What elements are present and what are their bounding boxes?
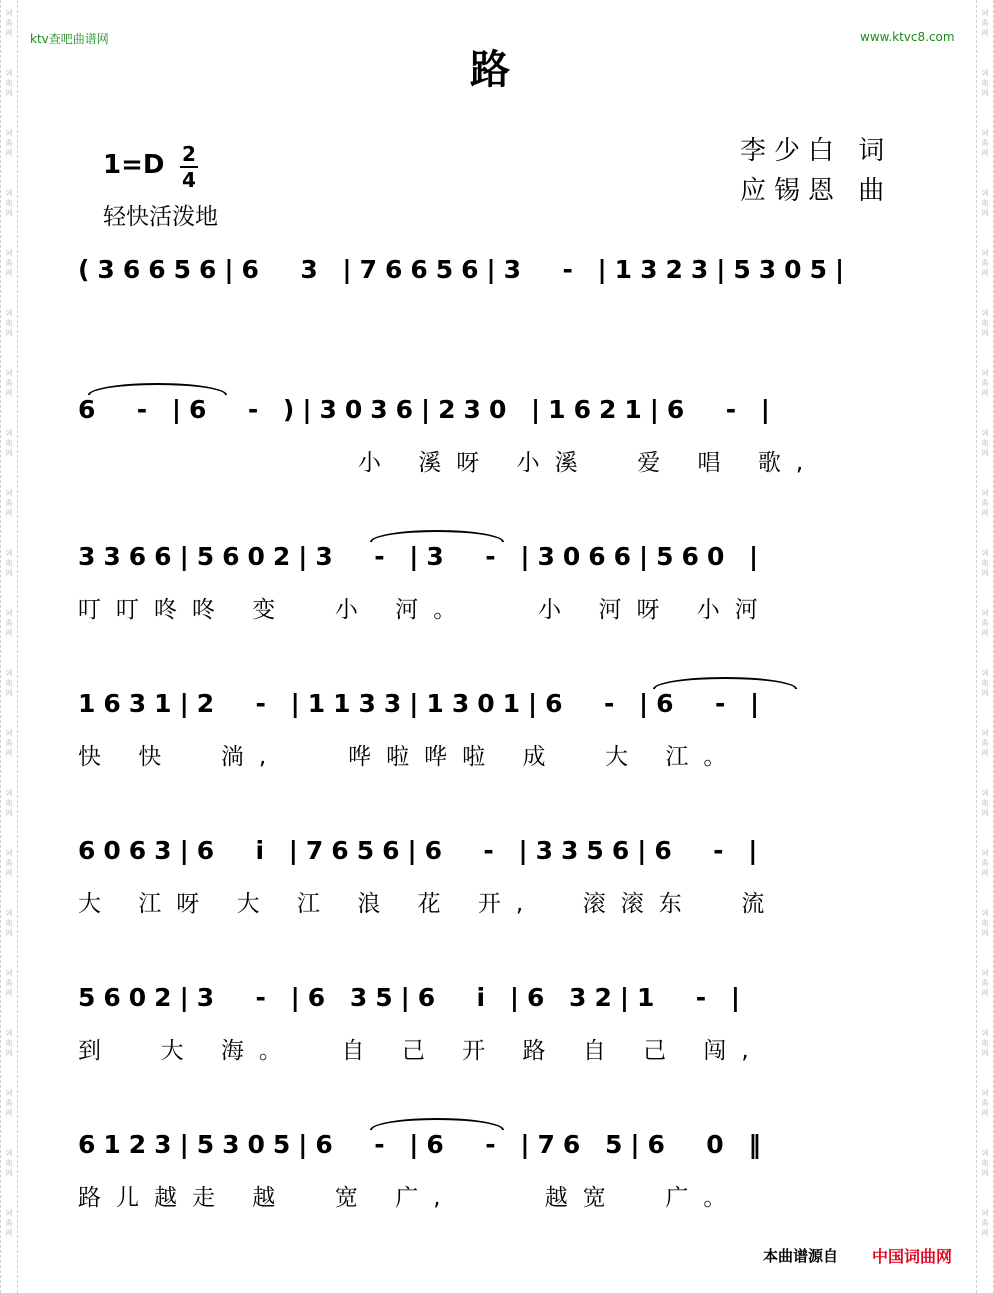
side-watermark-glyph: 词: [5, 1029, 13, 1037]
tie-arc: [88, 383, 227, 395]
system-3-lyrics: 叮叮咚咚 变 小 河。 小 河呀 小河: [78, 597, 773, 623]
side-watermark-block: [1, 248, 17, 278]
side-watermark-block: [1, 68, 17, 98]
time-signature-top: 2: [182, 142, 196, 166]
lyricist-credit: 李少白 词: [740, 136, 893, 166]
side-watermark-block: [1, 848, 17, 878]
side-watermark-glyph: 网: [981, 749, 989, 757]
side-watermark-glyph: 网: [981, 1109, 989, 1117]
side-watermark-block: [1, 548, 17, 578]
side-watermark-glyph: 网: [5, 929, 13, 937]
left-watermark-strip: [0, 0, 18, 1293]
side-watermark-glyph: 网: [981, 509, 989, 517]
side-watermark-glyph: 网: [5, 989, 13, 997]
side-watermark-glyph: 曲: [981, 19, 989, 27]
system-6: [78, 983, 928, 1065]
side-watermark-glyph: 曲: [981, 319, 989, 327]
side-watermark-glyph: 词: [981, 729, 989, 737]
side-watermark-block: [977, 968, 993, 998]
side-watermark-glyph: 词: [981, 189, 989, 197]
side-watermark-glyph: 曲: [5, 739, 13, 747]
side-watermark-glyph: 曲: [981, 499, 989, 507]
footer-source-site: 中国词曲网: [872, 1247, 953, 1266]
side-watermark-block: [1, 1208, 17, 1238]
side-watermark-glyph: 词: [981, 669, 989, 677]
side-watermark-glyph: 词: [981, 549, 989, 557]
side-watermark-glyph: 曲: [5, 559, 13, 567]
system-6-notes: 5602|3 - |6 35|6 i |6 32|1 - |: [78, 983, 748, 1012]
side-watermark-glyph: 词: [981, 249, 989, 257]
side-watermark-glyph: 网: [5, 269, 13, 277]
side-watermark-glyph: 网: [5, 89, 13, 97]
side-watermark-glyph: 曲: [5, 19, 13, 27]
side-watermark-glyph: 网: [5, 29, 13, 37]
system-4-lyrics: 快 快 淌, 哗啦哗啦 成 大 江。: [78, 744, 742, 770]
side-watermark-glyph: 词: [981, 309, 989, 317]
side-watermark-glyph: 网: [981, 989, 989, 997]
side-watermark-glyph: 词: [981, 1149, 989, 1157]
side-watermark-block: [977, 368, 993, 398]
side-watermark-glyph: 词: [5, 489, 13, 497]
side-watermark-glyph: 词: [5, 1149, 13, 1157]
side-watermark-glyph: 词: [981, 69, 989, 77]
side-watermark-block: [977, 428, 993, 458]
left-watermark: ktv查吧曲谱网: [30, 32, 109, 46]
system-5: [78, 836, 928, 918]
side-watermark-glyph: 曲: [5, 439, 13, 447]
side-watermark-block: [977, 848, 993, 878]
side-watermark-glyph: 词: [981, 969, 989, 977]
system-4-notes: 1631|2 - |1133|1301|6 - |6 - |: [78, 689, 768, 718]
side-watermark-block: [977, 1088, 993, 1118]
side-watermark-glyph: 词: [5, 1209, 13, 1217]
side-watermark-glyph: 网: [981, 449, 989, 457]
side-watermark-glyph: 曲: [5, 79, 13, 87]
side-watermark-block: [977, 68, 993, 98]
right-watermark: www.ktvc8.com: [860, 30, 955, 44]
side-watermark-glyph: 网: [5, 629, 13, 637]
system-2-lyrics: 小 溪呀 小溪 爱 唱 歌,: [358, 450, 819, 476]
side-watermark-block: [977, 308, 993, 338]
side-watermark-glyph: 网: [981, 329, 989, 337]
side-watermark-glyph: 曲: [981, 139, 989, 147]
side-watermark-glyph: 网: [5, 389, 13, 397]
tempo-marking: 轻快活泼地: [103, 204, 218, 230]
side-watermark-block: [977, 1028, 993, 1058]
side-watermark-glyph: 曲: [5, 1159, 13, 1167]
side-watermark-glyph: 曲: [5, 1219, 13, 1227]
side-watermark-glyph: 网: [981, 569, 989, 577]
side-watermark-glyph: 网: [981, 1229, 989, 1237]
system-1: [78, 255, 928, 284]
side-watermark-glyph: 曲: [981, 259, 989, 267]
side-watermark-glyph: 曲: [5, 679, 13, 687]
side-watermark-glyph: 曲: [5, 1039, 13, 1047]
time-signature: [180, 143, 198, 191]
side-watermark-block: [977, 1148, 993, 1178]
side-watermark-glyph: 曲: [5, 499, 13, 507]
side-watermark-glyph: 网: [5, 1169, 13, 1177]
side-watermark-glyph: 曲: [981, 559, 989, 567]
side-watermark-glyph: 曲: [981, 379, 989, 387]
side-watermark-glyph: 曲: [981, 199, 989, 207]
side-watermark-glyph: 网: [5, 149, 13, 157]
system-6-lyrics: 到 大 海。 自 己 开 路 自 己 闯,: [78, 1038, 764, 1064]
side-watermark-glyph: 曲: [5, 319, 13, 327]
side-watermark-block: [1, 128, 17, 158]
side-watermark-glyph: 曲: [981, 979, 989, 987]
side-watermark-glyph: 曲: [5, 979, 13, 987]
side-watermark-glyph: 曲: [981, 1219, 989, 1227]
side-watermark-glyph: 词: [5, 669, 13, 677]
side-watermark-block: [1, 908, 17, 938]
system-4: [78, 689, 928, 771]
side-watermark-glyph: 网: [981, 269, 989, 277]
system-5-lyrics: 大 江呀 大 江 浪 花 开, 滚滚东 流: [78, 891, 780, 917]
side-watermark-glyph: 词: [981, 129, 989, 137]
side-watermark-block: [977, 668, 993, 698]
side-watermark-block: [977, 788, 993, 818]
side-watermark-block: [1, 368, 17, 398]
side-watermark-glyph: 词: [981, 489, 989, 497]
side-watermark-glyph: 曲: [981, 679, 989, 687]
side-watermark-glyph: 曲: [981, 1099, 989, 1107]
side-watermark-glyph: 曲: [5, 139, 13, 147]
key-signature: 1=D: [103, 150, 165, 180]
side-watermark-glyph: 网: [981, 1049, 989, 1057]
side-watermark-block: [1, 188, 17, 218]
side-watermark-glyph: 曲: [981, 439, 989, 447]
side-watermark-glyph: 词: [5, 9, 13, 17]
system-2: [78, 395, 928, 477]
side-watermark-glyph: 网: [5, 809, 13, 817]
side-watermark-block: [977, 8, 993, 38]
song-title: 路: [470, 47, 510, 93]
side-watermark-glyph: 网: [981, 29, 989, 37]
side-watermark-glyph: 词: [5, 969, 13, 977]
system-7-lyrics: 路儿越走 越 宽 广, 越宽 广。: [78, 1185, 742, 1211]
side-watermark-block: [977, 548, 993, 578]
system-2-notes: 6 - |6 - )|3036|230 |1621|6 - |: [78, 395, 778, 424]
side-watermark-glyph: 词: [981, 9, 989, 17]
side-watermark-block: [977, 608, 993, 638]
side-watermark-block: [1, 668, 17, 698]
side-watermark-glyph: 曲: [5, 259, 13, 267]
side-watermark-glyph: 词: [5, 1089, 13, 1097]
system-1-notes: (36656|6 3 |76656|3 - |1323|5305|: [78, 255, 853, 284]
side-watermark-block: [977, 128, 993, 158]
side-watermark-glyph: 曲: [5, 1099, 13, 1107]
side-watermark-glyph: 网: [981, 689, 989, 697]
side-watermark-glyph: 词: [5, 249, 13, 257]
tie-arc: [370, 1118, 504, 1130]
side-watermark-glyph: 曲: [981, 619, 989, 627]
side-watermark-glyph: 网: [981, 809, 989, 817]
side-watermark-glyph: 词: [5, 909, 13, 917]
side-watermark-glyph: 网: [5, 1109, 13, 1117]
side-watermark-glyph: 曲: [5, 199, 13, 207]
side-watermark-block: [977, 1208, 993, 1238]
side-watermark-block: [977, 728, 993, 758]
side-watermark-glyph: 曲: [981, 799, 989, 807]
side-watermark-glyph: 网: [981, 629, 989, 637]
system-5-notes: 6063|6 i |7656|6 - |3356|6 - |: [78, 836, 766, 865]
side-watermark-glyph: 词: [5, 549, 13, 557]
side-watermark-glyph: 网: [981, 89, 989, 97]
footer-source-label: 本曲谱源自: [763, 1247, 839, 1265]
side-watermark-block: [977, 188, 993, 218]
side-watermark-glyph: 词: [981, 1029, 989, 1037]
side-watermark-block: [1, 428, 17, 458]
side-watermark-glyph: 网: [981, 869, 989, 877]
side-watermark-glyph: 词: [981, 849, 989, 857]
side-watermark-glyph: 词: [981, 789, 989, 797]
side-watermark-glyph: 词: [5, 849, 13, 857]
side-watermark-glyph: 网: [5, 869, 13, 877]
side-watermark-glyph: 词: [5, 369, 13, 377]
side-watermark-glyph: 词: [5, 309, 13, 317]
side-watermark-block: [1, 308, 17, 338]
side-watermark-glyph: 词: [981, 429, 989, 437]
side-watermark-glyph: 词: [5, 789, 13, 797]
system-3: [78, 542, 928, 624]
side-watermark-glyph: 网: [5, 749, 13, 757]
tie-arc: [653, 677, 797, 689]
side-watermark-glyph: 网: [5, 509, 13, 517]
side-watermark-block: [1, 488, 17, 518]
tie-arc: [370, 530, 504, 542]
side-watermark-glyph: 网: [981, 149, 989, 157]
side-watermark-block: [1, 8, 17, 38]
side-watermark-glyph: 曲: [981, 859, 989, 867]
side-watermark-glyph: 词: [981, 909, 989, 917]
side-watermark-glyph: 词: [981, 609, 989, 617]
side-watermark-block: [977, 908, 993, 938]
side-watermark-block: [977, 488, 993, 518]
side-watermark-glyph: 网: [5, 689, 13, 697]
side-watermark-glyph: 曲: [5, 799, 13, 807]
side-watermark-glyph: 词: [5, 189, 13, 197]
side-watermark-block: [1, 1088, 17, 1118]
side-watermark-glyph: 网: [5, 209, 13, 217]
side-watermark-block: [1, 608, 17, 638]
side-watermark-glyph: 网: [981, 209, 989, 217]
side-watermark-glyph: 曲: [981, 739, 989, 747]
system-7: [78, 1130, 928, 1212]
side-watermark-glyph: 曲: [981, 79, 989, 87]
side-watermark-glyph: 网: [981, 389, 989, 397]
side-watermark-glyph: 曲: [5, 919, 13, 927]
side-watermark-block: [1, 968, 17, 998]
side-watermark-glyph: 网: [5, 1049, 13, 1057]
side-watermark-glyph: 曲: [981, 1159, 989, 1167]
side-watermark-glyph: 网: [981, 1169, 989, 1177]
side-watermark-glyph: 词: [981, 369, 989, 377]
side-watermark-glyph: 曲: [981, 919, 989, 927]
system-3-notes: 3366|5602|3 - |3 - |3066|560 |: [78, 542, 767, 571]
side-watermark-glyph: 曲: [5, 859, 13, 867]
side-watermark-glyph: 词: [5, 429, 13, 437]
side-watermark-glyph: 词: [5, 69, 13, 77]
right-watermark-strip: [976, 0, 994, 1293]
side-watermark-glyph: 词: [981, 1089, 989, 1097]
side-watermark-glyph: 曲: [5, 619, 13, 627]
side-watermark-glyph: 词: [981, 1209, 989, 1217]
side-watermark-block: [977, 248, 993, 278]
time-signature-bottom: 4: [182, 168, 196, 192]
side-watermark-block: [1, 1148, 17, 1178]
side-watermark-glyph: 曲: [981, 1039, 989, 1047]
side-watermark-glyph: 词: [5, 129, 13, 137]
side-watermark-glyph: 网: [981, 929, 989, 937]
side-watermark-glyph: 曲: [5, 379, 13, 387]
composer-credit: 应锡恩 曲: [740, 176, 893, 206]
system-7-notes: 6123|5305|6 - |6 - |76 5|6 0 ‖: [78, 1130, 769, 1159]
side-watermark-block: [1, 728, 17, 758]
side-watermark-glyph: 网: [5, 449, 13, 457]
side-watermark-block: [1, 788, 17, 818]
side-watermark-block: [1, 1028, 17, 1058]
side-watermark-glyph: 网: [5, 1229, 13, 1237]
side-watermark-glyph: 网: [5, 329, 13, 337]
side-watermark-glyph: 网: [5, 569, 13, 577]
side-watermark-glyph: 词: [5, 609, 13, 617]
side-watermark-glyph: 词: [5, 729, 13, 737]
